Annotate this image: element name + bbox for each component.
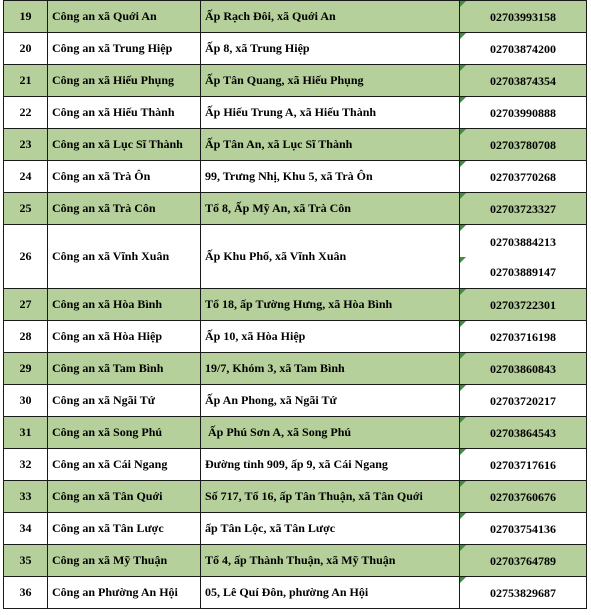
address-cell: Ấp Tân Quang, xã Hiếu Phụng [201, 65, 460, 97]
table-row [4, 353, 587, 385]
table-row [4, 289, 587, 321]
row-number-cell: 33 [4, 481, 48, 513]
phone-number: 02703717616 [490, 457, 556, 472]
phone-number: 02703874200 [490, 41, 556, 56]
phone-cell [460, 449, 587, 481]
row-number-cell: 19 [4, 1, 48, 33]
cell-marker-icon [460, 385, 466, 391]
phone-cell [460, 513, 587, 545]
phone-cell [460, 545, 587, 577]
table-row [4, 545, 587, 577]
address-cell: 19/7, Khóm 3, xã Tam Bình [201, 353, 460, 385]
row-number-cell: 31 [4, 417, 48, 449]
phone-cell [460, 193, 587, 225]
address-cell: Ấp 8, xã Trung Hiệp [201, 33, 460, 65]
cell-marker-icon [460, 321, 466, 327]
unit-name-cell: Công an xã Hiếu Thành [48, 97, 201, 129]
table-row [4, 193, 587, 225]
address-cell: Ấp Khu Phố, xã Vĩnh Xuân [201, 225, 460, 289]
phone-number: 02703993158 [490, 9, 556, 24]
cell-marker-icon [460, 33, 466, 39]
phone-number: 02703722301 [490, 297, 556, 312]
cell-marker-icon [460, 161, 466, 167]
row-number-cell: 27 [4, 289, 48, 321]
unit-name-cell: Công an xã Trung Hiệp [48, 33, 201, 65]
table-row [4, 65, 587, 97]
phone-number: 02703760676 [490, 489, 556, 504]
address-cell: Ấp Tân An, xã Lục Sĩ Thành [201, 129, 460, 161]
phone-number: 02703780708 [490, 137, 556, 152]
address-cell: Ấp Rạch Đôi, xã Quới An [201, 1, 460, 33]
phone-cell [460, 97, 587, 129]
phone-number: 02703720217 [490, 393, 556, 408]
table-row [4, 33, 587, 65]
unit-name-cell: Công an xã Hòa Bình [48, 289, 201, 321]
phone-cell [460, 129, 587, 161]
address-cell: 99, Trưng Nhị, Khu 5, xã Trà Ôn [201, 161, 460, 193]
row-number-cell: 29 [4, 353, 48, 385]
phone-cell [460, 65, 587, 97]
table-row [4, 385, 587, 417]
unit-name-cell: Công an xã Vĩnh Xuân [48, 225, 201, 289]
unit-name-cell: Công an xã Hiếu Phụng [48, 65, 201, 97]
table-row [4, 513, 587, 545]
row-number-cell: 24 [4, 161, 48, 193]
phone-number: 02703754136 [490, 521, 556, 536]
row-number-cell: 34 [4, 513, 48, 545]
phone-number: 02703884213 [490, 234, 556, 249]
phone-number: 02753829687 [490, 585, 556, 600]
cell-marker-icon [460, 97, 466, 103]
unit-name-cell: Công an xã Mỹ Thuận [48, 545, 201, 577]
phone-number: 02703716198 [490, 329, 556, 344]
address-cell: 05, Lê Quí Đôn, phường An Hội [201, 577, 460, 609]
table-row [4, 321, 587, 353]
phone-number: 02703860843 [490, 361, 556, 376]
table-row [4, 129, 587, 161]
row-number-cell: 28 [4, 321, 48, 353]
table-row [4, 449, 587, 481]
cell-marker-icon [460, 481, 466, 487]
address-cell: Ấp An Phong, xã Ngãi Tứ [201, 385, 460, 417]
row-number-cell: 32 [4, 449, 48, 481]
cell-marker-icon [460, 257, 466, 263]
row-number-cell: 36 [4, 577, 48, 609]
table-row [4, 97, 587, 129]
phone-cell [460, 353, 587, 385]
unit-name-cell: Công an xã Tam Bình [48, 353, 201, 385]
table-row [4, 225, 587, 289]
unit-name-cell: Công an xã Trà Côn [48, 193, 201, 225]
phone-cell [460, 417, 587, 449]
phone-number: 02703770268 [490, 169, 556, 184]
phone-cell [460, 161, 587, 193]
unit-name-cell: Công an xã Tân Lược [48, 513, 201, 545]
phone-cell [460, 577, 587, 609]
phone-cell [460, 225, 587, 289]
row-number-cell: 23 [4, 129, 48, 161]
row-number-cell: 30 [4, 385, 48, 417]
phone-cell [460, 481, 587, 513]
police-contact-table [3, 0, 587, 609]
unit-name-cell: Công an xã Tân Quới [48, 481, 201, 513]
cell-marker-icon [460, 1, 466, 7]
cell-marker-icon [460, 289, 466, 295]
cell-marker-icon [460, 417, 466, 423]
cell-marker-icon [460, 129, 466, 135]
address-cell: Ấp 10, xã Hòa Hiệp [201, 321, 460, 353]
table-body [4, 1, 587, 609]
unit-name-cell: Công an Phường An Hội [48, 577, 201, 609]
row-number-cell: 20 [4, 33, 48, 65]
row-number-cell: 25 [4, 193, 48, 225]
unit-name-cell: Công an xã Song Phú [48, 417, 201, 449]
address-cell: Ấp Hiếu Trung A, xã Hiếu Thành [201, 97, 460, 129]
address-cell: Tổ 8, Ấp Mỹ An, xã Trà Côn [201, 193, 460, 225]
phone-number: 02703864543 [490, 425, 556, 440]
table-row [4, 417, 587, 449]
row-number-cell: 35 [4, 545, 48, 577]
unit-name-cell: Công an xã Lục Sĩ Thành [48, 129, 201, 161]
phone-cell [460, 321, 587, 353]
address-cell: Đường tỉnh 909, ấp 9, xã Cái Ngang [201, 449, 460, 481]
address-cell: Tổ 18, ấp Tường Hưng, xã Hòa Bình [201, 289, 460, 321]
unit-name-cell: Công an xã Hòa Hiệp [48, 321, 201, 353]
phone-cell [460, 1, 587, 33]
unit-name-cell: Công an xã Cái Ngang [48, 449, 201, 481]
cell-marker-icon [460, 65, 466, 71]
row-number-cell: 22 [4, 97, 48, 129]
phone-cell [460, 33, 587, 65]
unit-name-cell: Công an xã Ngãi Tứ [48, 385, 201, 417]
address-cell: Tổ 4, ấp Thành Thuận, xã Mỹ Thuận [201, 545, 460, 577]
phone-number: 02703764789 [490, 553, 556, 568]
row-number-cell: 26 [4, 225, 48, 289]
phone-number: 02703723327 [490, 201, 556, 216]
row-number-cell: 21 [4, 65, 48, 97]
cell-marker-icon [460, 353, 466, 359]
unit-name-cell: Công an xã Quới An [48, 1, 201, 33]
cell-marker-icon [460, 513, 466, 519]
address-cell: Số 717, Tổ 16, ấp Tân Thuận, xã Tân Quới [201, 481, 460, 513]
cell-marker-icon [460, 545, 466, 551]
table-row [4, 577, 587, 609]
phone-cell [460, 385, 587, 417]
address-cell: Ấp Phú Sơn A, xã Song Phú [201, 417, 460, 449]
phone-cell [460, 289, 587, 321]
phone-number: 02703889147 [490, 264, 556, 279]
cell-marker-icon [460, 225, 466, 231]
cell-marker-icon [460, 193, 466, 199]
phone-number: 02703990888 [490, 105, 556, 120]
table-row [4, 161, 587, 193]
unit-name-cell: Công an xã Trà Ôn [48, 161, 201, 193]
cell-marker-icon [460, 577, 466, 583]
address-cell: ấp Tân Lộc, xã Tân Lược [201, 513, 460, 545]
cell-marker-icon [460, 449, 466, 455]
table-row [4, 1, 587, 33]
phone-number: 02703874354 [490, 73, 556, 88]
table-row [4, 481, 587, 513]
